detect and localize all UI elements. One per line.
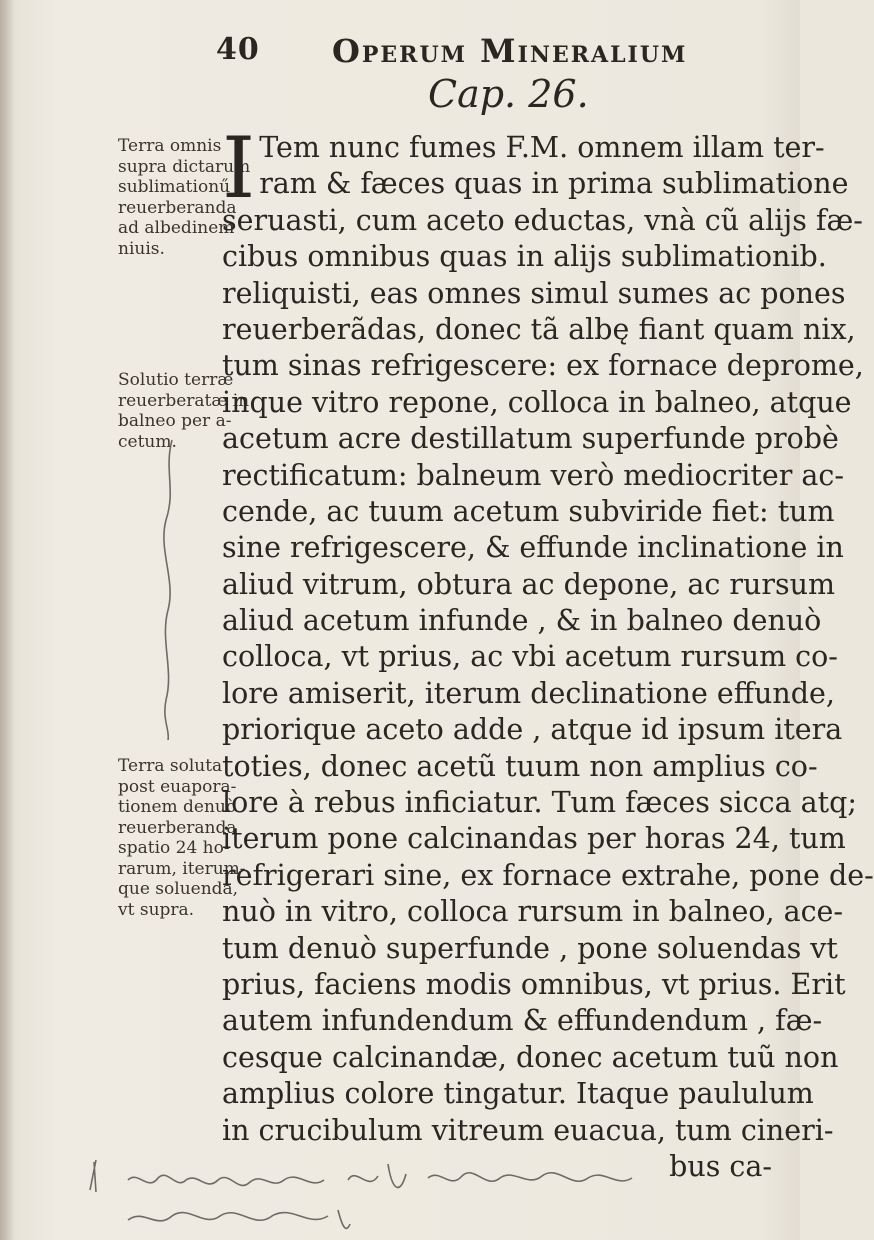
chapter-heading: Cap. 26. [428,72,589,116]
dropcap: I [222,119,256,217]
margin-note-line: rarum, iterum- [118,858,246,879]
text-line: in crucibulum vitreum euacua, tum cineri- [222,1113,834,1147]
main-text [222,119,874,1185]
margin-note-line: Solutio terræ [118,370,234,390]
margin-note-line: vt supra. [118,899,195,920]
margin-note-line: spatio 24 ho- [118,838,230,858]
margin-note-line: que soluenda, [118,879,239,899]
text-line: tum denuò superfunde , pone soluendas vt [222,931,838,965]
margin-note-line: reuerberatæ in [118,390,250,411]
text-line: refrigerari sine, ex fornace extrahe, pone de- [222,858,874,892]
text-line: lore amiserit, iterum declinatione effunde, [222,676,835,710]
catchword-line: bus ca- [669,1149,772,1183]
text-line: seruasti, cum aceto eductas, vnà cũ alijs fæ- [222,203,863,237]
margin-note-line: tionem denuò [118,797,237,817]
text-line: priorique aceto adde , atque id ipsum itera [222,713,843,747]
text-line: colloca, vt prius, ac vbi acetum rursum co- [222,640,838,674]
text-line: cende, ac tuum acetum subviride fiet: tum [222,494,835,528]
text-line: ram & fæces quas in prima sublimatione [259,167,849,201]
text-line: toties, donec acetũ tuum non amplius co- [222,749,818,783]
margin-note-line: ad albedinem [118,218,235,238]
margin-note-line: reuerberanda [118,197,237,218]
text-line: inque vitro repone, colloca in balneo, atque [222,385,852,419]
gutter-shadow [0,0,14,1240]
margin-note-line: reuerberanda [118,817,237,838]
text-line: sine refrigescere, & effunde inclinatione in [222,531,844,565]
text-line: prius, faciens modis omnibus, vt prius. Erit [222,968,846,1001]
opening-paragraph [222,119,849,217]
text-line: rectificatum: balneum verò mediocriter ac- [222,458,844,492]
text-line: amplius colore tingatur. Itaque paululum [222,1077,814,1111]
text-line: Tem nunc fumes F.M. omnem illam ter- [259,131,825,164]
margin-note-line: supra dictarum [118,156,251,177]
text-line: aliud vitrum, obtura ac depone, ac rursum [222,567,836,601]
text-line: cesque calcinandæ, donec acetum tuũ non [222,1040,839,1074]
margin-note-line: post euapora- [118,776,237,797]
margin-note-line: sublimationű [118,177,231,197]
page-number: 40 [216,32,260,67]
text-line: cibus omnibus quas in alijs sublimationib. [222,240,827,274]
margin-note-1 [118,136,251,259]
margin-note-line: Terra soluta [118,756,223,776]
text-line: nuò in vitro, colloca rursum in balneo, ace- [222,895,844,929]
margin-note-line: cetum. [118,431,177,452]
running-title: Operum Mineralium [332,32,688,70]
handwritten-annotation [88,1150,728,1240]
text-line: tum sinas refrigescere: ex fornace deprome, [222,349,864,383]
margin-note-line: Terra omnis [118,136,222,156]
text-line: autem infundendum & effundendum , fæ- [222,1004,823,1038]
margin-note-line: balneo per a- [118,411,232,431]
margin-note-3 [118,756,246,920]
text-line: aliud acetum infunde , & in balneo denuò [222,604,822,638]
page-header [0,22,800,72]
text-line: reuerberãdas, donec tã albę fiant quam nix, [222,312,856,346]
text-line: acetum acre destillatum superfunde probè [222,422,839,456]
text-line: lore à rebus inficiatur. Tum fæces sicca atq; [222,786,857,820]
margin-note-line: niuis. [118,238,165,259]
text-line: iterum pone calcinandas per horas 24, tum [222,822,846,856]
text-line: reliquisti, eas omnes simul sumes ac pones [222,276,846,310]
pencil-bracket-mark [150,440,190,740]
